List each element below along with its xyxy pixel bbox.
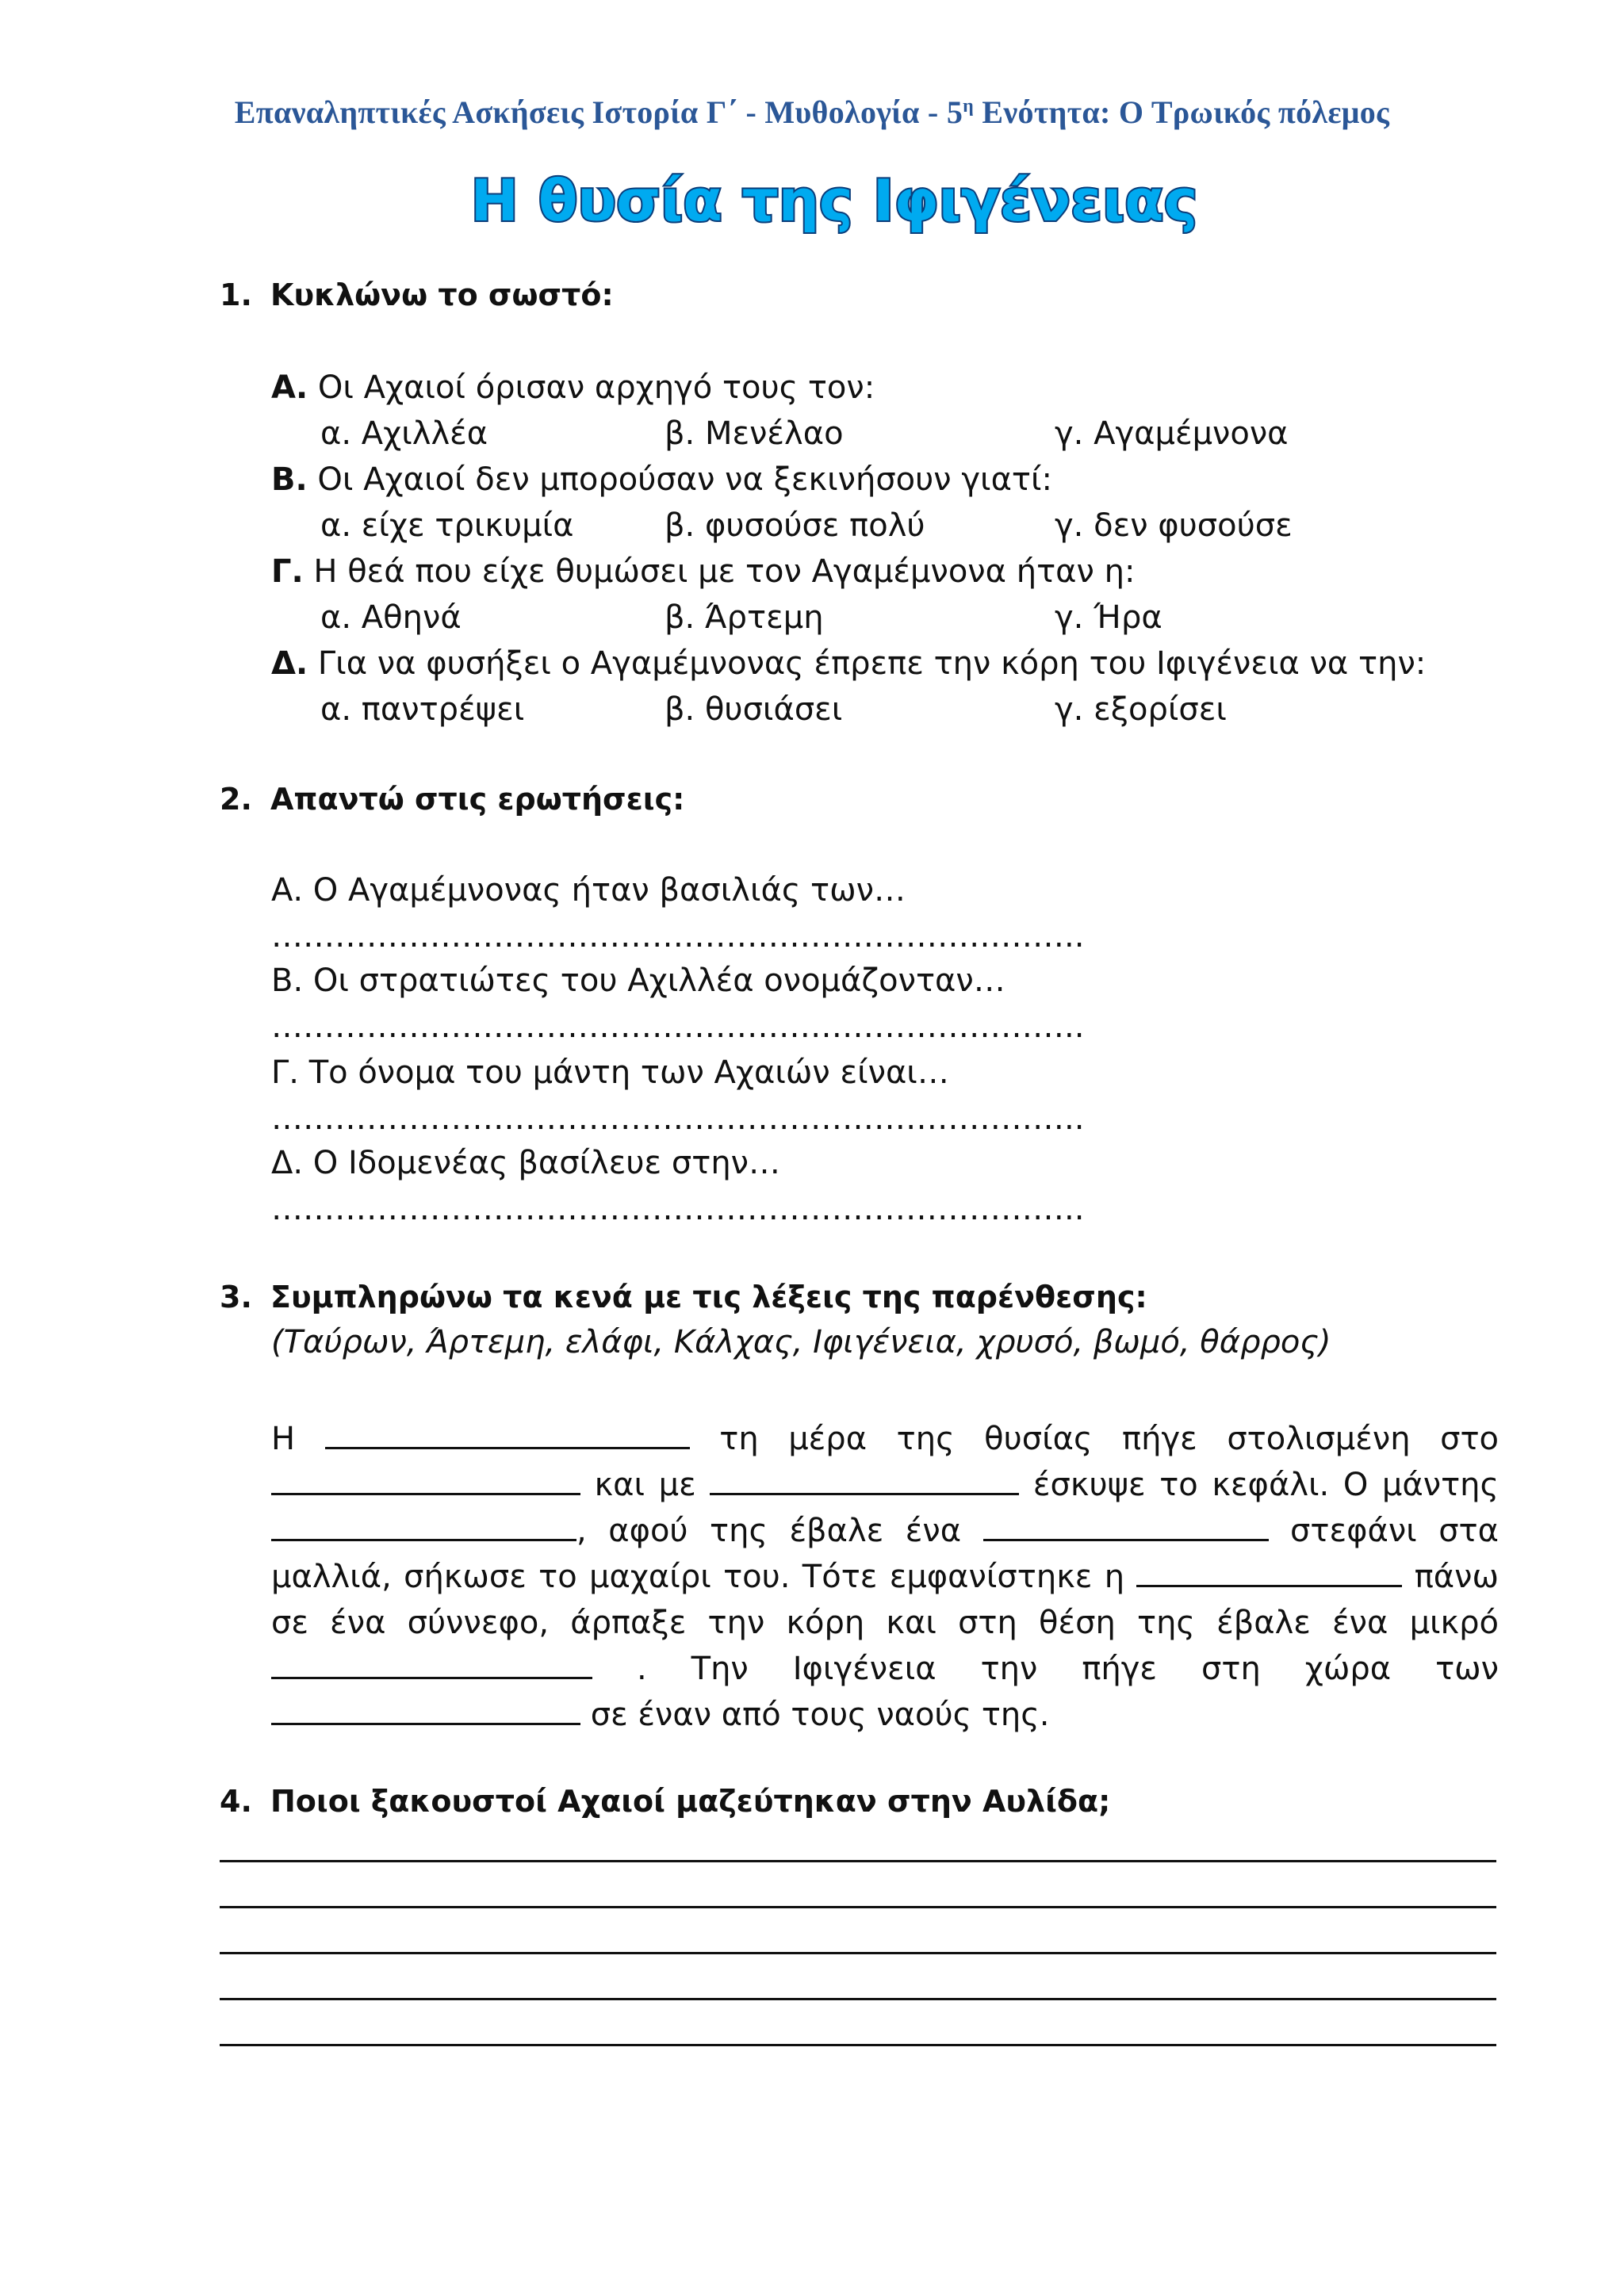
- q1-b-question: [271, 461, 1052, 498]
- q3-blank-7[interactable]: [271, 1650, 592, 1679]
- q3-text-8: . Την Ιφιγένεια την πήγε στη χώρα των: [636, 1651, 1500, 1687]
- q1-d-option-c[interactable]: γ. εξορίσει: [1055, 691, 1227, 728]
- q1-c-option-a[interactable]: α. Αθηνά: [320, 599, 462, 636]
- q2-heading-text: Απαντώ στις ερωτήσεις:: [270, 782, 685, 817]
- q3-number: 3.: [220, 1280, 252, 1314]
- q3-text-5: , αφού της έβαλε ένα: [576, 1513, 962, 1549]
- q3-blank-2[interactable]: [271, 1466, 580, 1495]
- q4-answer-line[interactable]: [220, 1906, 1496, 1908]
- q3-fill-paragraph: [271, 1416, 1499, 1738]
- q1-c-text: Η θεά που είχε θυμώσει με τον Αγαμέμνονα ήταν η:: [313, 553, 1136, 590]
- q3-text-9: σε έναν από τους ναούς της.: [590, 1697, 1050, 1733]
- q3-text-7: πάνω σε ένα σύννεφο, άρπαξε την κόρη και στη θέση της έβαλε ένα μικρό: [271, 1559, 1499, 1641]
- q1-d-option-b[interactable]: β. θυσιάσει: [665, 691, 843, 728]
- q2-d-question: Δ. Ο Ιδομενέας βασίλευε στην…: [271, 1145, 781, 1181]
- worksheet-title: [0, 159, 1624, 246]
- q1-d-label: Δ.: [271, 645, 308, 682]
- q1-b-option-a[interactable]: α. είχε τρικυμία: [320, 507, 574, 544]
- q1-a-option-a[interactable]: α. Αχιλλέα: [320, 415, 488, 452]
- q1-d-question: [271, 645, 1426, 682]
- q3-heading-text: Συμπληρώνω τα κενά με τις λέξεις της παρένθεσης:: [270, 1280, 1147, 1314]
- q3-heading: [220, 1280, 1147, 1314]
- q1-c-label: Γ.: [271, 553, 304, 590]
- q1-c-option-b[interactable]: β. Άρτεμη: [665, 599, 824, 636]
- q2-heading: [220, 782, 684, 817]
- q2-b-question: Β. Οι στρατιώτες του Αχιλλέα ονομάζονταν…: [271, 962, 1005, 999]
- worksheet-header: [0, 94, 1624, 131]
- q3-blank-4[interactable]: [271, 1512, 576, 1541]
- q2-b-answer-dots[interactable]: …………………………………………………………………..: [271, 1008, 1085, 1045]
- q3-blank-6[interactable]: [1136, 1558, 1402, 1587]
- q3-blank-3[interactable]: [710, 1466, 1019, 1495]
- q4-answer-line[interactable]: [220, 1860, 1496, 1862]
- q3-text-4: έσκυψε το κεφάλι. Ο μάντης: [1032, 1467, 1499, 1503]
- q3-word-bank: (Ταύρων, Άρτεμη, ελάφι, Κάλχας, Ιφιγένεια, χρυσό, βωμό, θάρρος): [271, 1324, 1331, 1360]
- q4-heading: [220, 1784, 1110, 1819]
- q4-heading-text: Ποιοι ξακουστοί Αχαιοί μαζεύτηκαν στην Αυλίδα;: [270, 1784, 1111, 1819]
- q1-b-label: Β.: [271, 461, 308, 498]
- q3-blank-1[interactable]: [325, 1420, 690, 1449]
- q4-answer-line[interactable]: [220, 2044, 1496, 2046]
- q3-text-6: στεφάνι στα μαλλιά, σήκωσε το μαχαίρι του. Τότε εμφανίστηκε η: [271, 1513, 1499, 1595]
- q1-a-label: Α.: [271, 369, 308, 406]
- q1-heading-text: Κυκλώνω το σωστό:: [270, 277, 614, 312]
- q3-blank-5[interactable]: [983, 1512, 1269, 1541]
- header-suffix: Ενότητα: Ο Τρωικός πόλεμος: [974, 94, 1390, 130]
- q1-b-option-c[interactable]: γ. δεν φυσούσε: [1055, 507, 1293, 544]
- q1-c-option-c[interactable]: γ. Ήρα: [1055, 599, 1162, 636]
- header-prefix: Επαναληπτικές Ασκήσεις Ιστορία Γ΄ - Μυθολογία - 5: [234, 94, 963, 130]
- q2-c-answer-dots[interactable]: …………………………………………………………………..: [271, 1100, 1085, 1137]
- q3-text-1: Η: [271, 1421, 296, 1457]
- title-text: Η θυσία της Ιφιγένειας: [470, 167, 1198, 234]
- q3-text-2: τη μέρα της θυσίας πήγε στολισμένη στο: [719, 1421, 1500, 1457]
- q2-d-answer-dots[interactable]: …………………………………………………………………..: [271, 1191, 1085, 1227]
- q1-b-option-b[interactable]: β. φυσούσε πολύ: [665, 507, 925, 544]
- header-sup: η: [963, 96, 975, 117]
- q2-c-question: Γ. Το όνομα του μάντη των Αχαιών είναι…: [271, 1054, 949, 1091]
- q1-d-option-a[interactable]: α. παντρέψει: [320, 691, 525, 728]
- q1-d-text: Για να φυσήξει ο Αγαμέμνονας έπρεπε την κόρη του Ιφιγένεια να την:: [317, 645, 1427, 682]
- q2-a-question: Α. Ο Αγαμέμνονας ήταν βασιλιάς των…: [271, 872, 906, 909]
- q2-number: 2.: [220, 782, 252, 817]
- q4-answer-line[interactable]: [220, 1952, 1496, 1954]
- q1-number: 1.: [220, 277, 252, 312]
- q3-text-3: και με: [594, 1467, 696, 1503]
- q4-answer-line[interactable]: [220, 1998, 1496, 2000]
- q1-a-text: Οι Αχαιοί όρισαν αρχηγό τους τον:: [317, 369, 875, 406]
- q3-blank-8[interactable]: [271, 1696, 580, 1725]
- q1-c-question: [271, 553, 1135, 590]
- q2-a-answer-dots[interactable]: …………………………………………………………………..: [271, 918, 1085, 955]
- q4-number: 4.: [220, 1784, 252, 1819]
- q1-b-text: Οι Αχαιοί δεν μπορούσαν να ξεκινήσουν γιατί:: [317, 461, 1053, 498]
- q1-a-option-b[interactable]: β. Μενέλαο: [665, 415, 844, 452]
- q1-a-question: [271, 369, 875, 406]
- q1-a-option-c[interactable]: γ. Αγαμέμνονα: [1055, 415, 1289, 452]
- q1-heading: [220, 277, 614, 312]
